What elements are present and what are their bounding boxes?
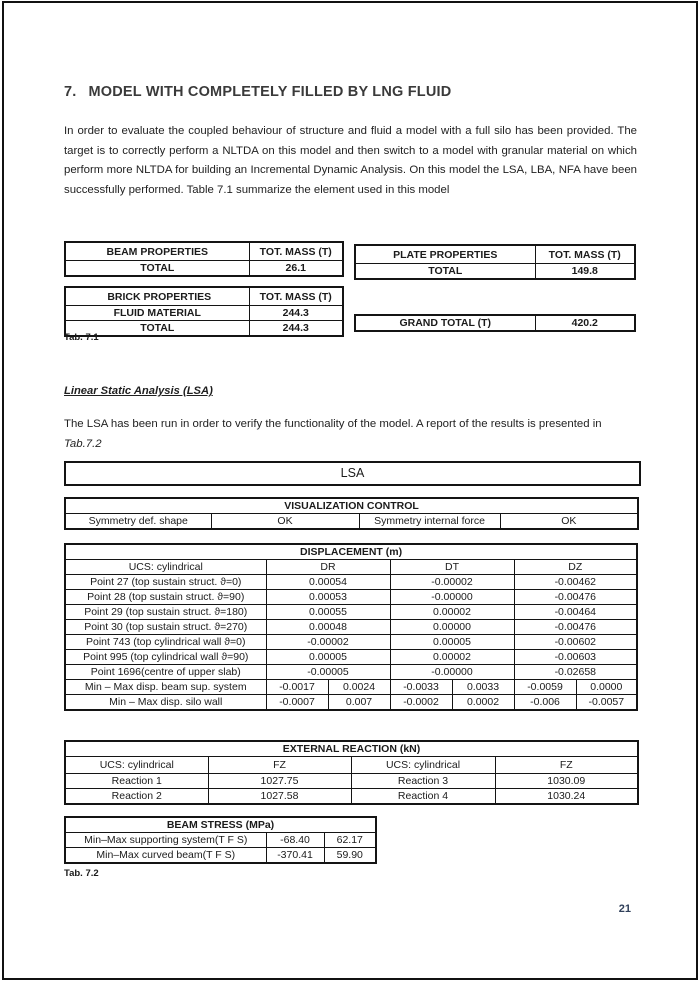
- minmax-value: -0.0002: [390, 695, 452, 711]
- brick-mass-header: TOT. MASS (T): [249, 287, 343, 306]
- reaction-label: Reaction 4: [351, 788, 495, 804]
- lsa-paragraph-text: The LSA has been run in order to verify the functionality of the model. A report of the results is presented in: [64, 418, 602, 430]
- reaction-value: 1027.75: [208, 773, 351, 788]
- plate-properties-table: [354, 244, 636, 280]
- external-reaction-table: [64, 740, 639, 805]
- point-label: Point 27 (top sustain struct. ϑ=0): [65, 575, 266, 590]
- stress-max: 59.90: [324, 848, 376, 864]
- beam-total-value: 26.1: [249, 261, 343, 277]
- beam-mass-header: TOT. MASS (T): [249, 242, 343, 261]
- beam-properties-header: BEAM PROPERTIES: [65, 242, 249, 261]
- visualization-control-block: [64, 497, 637, 530]
- displacement-table: [64, 543, 638, 711]
- lsa-banner: LSA: [64, 461, 641, 486]
- visualization-control-table: [64, 497, 639, 530]
- lsa-paragraph: [64, 414, 637, 454]
- dt-value: 0.00002: [390, 650, 514, 665]
- minmax-label: Min – Max disp. beam sup. system: [65, 680, 266, 695]
- table-row: [355, 264, 635, 280]
- table-row: [355, 315, 635, 331]
- beam-stress-block: [64, 816, 637, 864]
- tab71-caption: Tab. 7.1: [64, 332, 99, 343]
- dz-value: -0.00476: [514, 590, 637, 605]
- dt-value: -0.00000: [390, 665, 514, 680]
- minmax-value: 0.007: [328, 695, 390, 711]
- visualization-control-title: VISUALIZATION CONTROL: [65, 498, 638, 514]
- reaction-label: Reaction 1: [65, 773, 208, 788]
- reaction-label: Reaction 3: [351, 773, 495, 788]
- minmax-value: -0.006: [514, 695, 576, 711]
- displacement-row: [65, 575, 637, 590]
- displacement-header-row: [65, 560, 637, 575]
- brick-properties-table: [64, 286, 344, 337]
- displacement-row: [65, 665, 637, 680]
- stress-label: Min–Max supporting system(T F S): [65, 833, 266, 848]
- table-row: [65, 833, 376, 848]
- reaction-value: 1030.24: [495, 788, 638, 804]
- plate-properties-header: PLATE PROPERTIES: [355, 245, 535, 264]
- dr-value: 0.00054: [266, 575, 390, 590]
- point-label: Point 28 (top sustain struct. ϑ=90): [65, 590, 266, 605]
- dz-value: -0.02658: [514, 665, 637, 680]
- brick-properties-header: BRICK PROPERTIES: [65, 287, 249, 306]
- minmax-value: -0.0007: [266, 695, 328, 711]
- viz-cell: OK: [500, 514, 638, 530]
- displacement-row: [65, 605, 637, 620]
- reaction-label: Reaction 2: [65, 788, 208, 804]
- dt-value: 0.00000: [390, 620, 514, 635]
- grand-total-value: 420.2: [535, 315, 635, 331]
- stress-max: 62.17: [324, 833, 376, 848]
- stress-min: -68.40: [266, 833, 324, 848]
- minmax-value: -0.0059: [514, 680, 576, 695]
- dt-value: -0.00002: [390, 575, 514, 590]
- lsa-paragraph-ref: Tab.7.2: [64, 438, 102, 450]
- dr-value: 0.00048: [266, 620, 390, 635]
- brick-total-value: 244.3: [249, 321, 343, 337]
- stress-label: Min–Max curved beam(T F S): [65, 848, 266, 864]
- displacement-dr-header: DR: [266, 560, 390, 575]
- viz-cell: Symmetry internal force: [359, 514, 500, 530]
- section-title: MODEL WITH COMPLETELY FILLED BY LNG FLUID: [88, 84, 452, 100]
- viz-cell: Symmetry def. shape: [65, 514, 211, 530]
- table-row: [65, 321, 343, 337]
- displacement-dt-header: DT: [390, 560, 514, 575]
- reaction-value: 1030.09: [495, 773, 638, 788]
- external-reaction-header-row: [65, 757, 638, 774]
- dr-value: -0.00005: [266, 665, 390, 680]
- point-label: Point 1696(centre of upper slab): [65, 665, 266, 680]
- dz-value: -0.00462: [514, 575, 637, 590]
- dz-value: -0.00603: [514, 650, 637, 665]
- section-heading: [64, 84, 637, 100]
- minmax-label: Min – Max disp. silo wall: [65, 695, 266, 711]
- dz-value: -0.00602: [514, 635, 637, 650]
- tab72-caption: Tab. 7.2: [64, 868, 99, 879]
- table-row: [65, 788, 638, 804]
- dz-value: -0.00476: [514, 620, 637, 635]
- fz-header: FZ: [208, 757, 351, 774]
- table-row: [65, 261, 343, 277]
- displacement-row: [65, 650, 637, 665]
- tab71-cluster: [64, 239, 637, 345]
- displacement-row: [65, 620, 637, 635]
- dt-value: 0.00002: [390, 605, 514, 620]
- point-label: Point 743 (top cylindrical wall ϑ=0): [65, 635, 266, 650]
- displacement-block: [64, 543, 637, 711]
- brick-fluid-label: FLUID MATERIAL: [65, 306, 249, 321]
- viz-cell: OK: [211, 514, 359, 530]
- fz-header: FZ: [495, 757, 638, 774]
- displacement-row: [65, 590, 637, 605]
- grand-total-table: [354, 314, 636, 332]
- dt-value: -0.00000: [390, 590, 514, 605]
- displacement-ucs-header: UCS: cylindrical: [65, 560, 266, 575]
- table-row: [65, 773, 638, 788]
- lsa-subsection-heading: Linear Static Analysis (LSA): [64, 385, 213, 397]
- ucs-header: UCS: cylindrical: [351, 757, 495, 774]
- table-row: [65, 848, 376, 864]
- dr-value: 0.00055: [266, 605, 390, 620]
- point-label: Point 30 (top sustain struct. ϑ=270): [65, 620, 266, 635]
- minmax-value: -0.0033: [390, 680, 452, 695]
- point-label: Point 995 (top cylindrical wall ϑ=90): [65, 650, 266, 665]
- table-row: [65, 514, 638, 530]
- point-label: Point 29 (top sustain struct. ϑ=180): [65, 605, 266, 620]
- brick-fluid-value: 244.3: [249, 306, 343, 321]
- plate-mass-header: TOT. MASS (T): [535, 245, 635, 264]
- reaction-value: 1027.58: [208, 788, 351, 804]
- dr-value: 0.00005: [266, 650, 390, 665]
- intro-paragraph: In order to evaluate the coupled behaviour of structure and fluid a model with a full silo has been provided. The target is to correctly perform a NLTDA on this model and then switch to a model with granular material on which perform more NLTDA for building an Incremental Dynamic Analysis. On this model the LSA, LBA, NFA have been successfully performed. Table 7.1 summarize the element used in this model: [64, 125, 637, 196]
- stress-min: -370.41: [266, 848, 324, 864]
- table-row: [65, 306, 343, 321]
- section-number: 7.: [64, 84, 77, 100]
- dz-value: -0.00464: [514, 605, 637, 620]
- beam-stress-title: BEAM STRESS (MPa): [65, 817, 376, 833]
- minmax-value: 0.0000: [576, 680, 637, 695]
- displacement-row: [65, 635, 637, 650]
- grand-total-label: GRAND TOTAL (T): [355, 315, 535, 331]
- external-reaction-title: EXTERNAL REACTION (kN): [65, 741, 638, 757]
- beam-stress-table: [64, 816, 377, 864]
- dr-value: -0.00002: [266, 635, 390, 650]
- dt-value: 0.00005: [390, 635, 514, 650]
- minmax-value: 0.0024: [328, 680, 390, 695]
- dr-value: 0.00053: [266, 590, 390, 605]
- displacement-minmax-row: [65, 695, 637, 711]
- plate-total-value: 149.8: [535, 264, 635, 280]
- beam-properties-table: [64, 241, 344, 277]
- plate-total-label: TOTAL: [355, 264, 535, 280]
- minmax-value: -0.0057: [576, 695, 637, 711]
- minmax-value: 0.0002: [452, 695, 514, 711]
- displacement-title: DISPLACEMENT (m): [65, 544, 637, 560]
- external-reaction-block: [64, 740, 637, 805]
- minmax-value: 0.0033: [452, 680, 514, 695]
- displacement-dz-header: DZ: [514, 560, 637, 575]
- ucs-header: UCS: cylindrical: [65, 757, 208, 774]
- beam-total-label: TOTAL: [65, 261, 249, 277]
- displacement-minmax-row: [65, 680, 637, 695]
- page-number: 21: [618, 903, 631, 915]
- minmax-value: -0.0017: [266, 680, 328, 695]
- brick-total-label: TOTAL: [65, 321, 249, 337]
